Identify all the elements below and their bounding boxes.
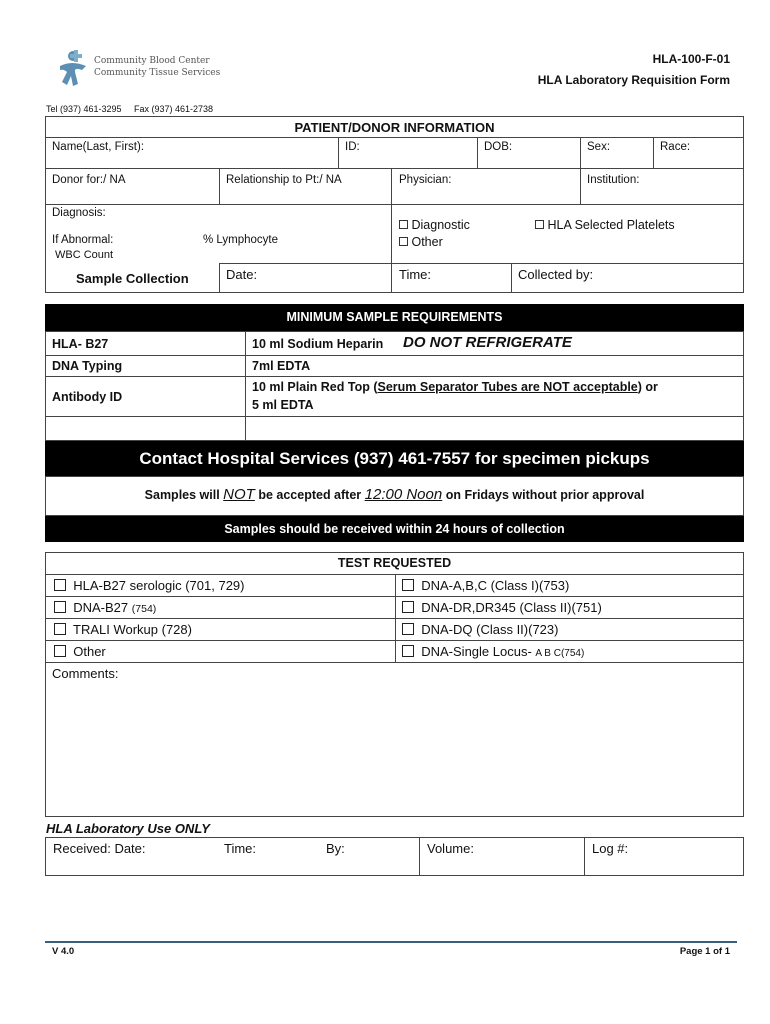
physician-field[interactable]: Physician: bbox=[399, 174, 452, 186]
test-dna-dr[interactable]: DNA-DR,DR345 (Class II)(751) bbox=[402, 600, 602, 615]
test-dna-b27[interactable]: DNA-B27 (754) bbox=[54, 600, 156, 615]
acceptance-text: Samples will NOT be accepted after 12:00 Noon on Fridays without prior approval bbox=[144, 486, 645, 503]
contact-text: Contact Hospital Services (937) 461-7557 for specimen pickups bbox=[139, 449, 650, 468]
hla-platelets-option[interactable]: HLA Selected Platelets bbox=[535, 218, 675, 232]
hla-b27-serologic-checkbox[interactable] bbox=[54, 579, 66, 591]
lab-received-field[interactable]: Received: Date: bbox=[53, 841, 146, 856]
dna-abc-checkbox[interactable] bbox=[402, 579, 414, 591]
sample-collection-label: Sample Collection bbox=[76, 271, 189, 286]
test-other[interactable]: Other bbox=[54, 644, 106, 659]
lymphocyte-field[interactable]: % Lymphocyte bbox=[203, 234, 278, 246]
other-test-checkbox[interactable] bbox=[54, 645, 66, 657]
collection-date-field[interactable]: Date: bbox=[226, 267, 258, 282]
test-requested-title: TEST REQUESTED bbox=[337, 556, 452, 570]
lab-use-title: HLA Laboratory Use ONLY bbox=[46, 821, 210, 836]
page-number: Page 1 of 1 bbox=[679, 946, 730, 957]
lab-volume-field[interactable]: Volume: bbox=[427, 841, 474, 856]
form-title: HLA Laboratory Requisition Form bbox=[537, 73, 730, 87]
org-name-line1: Community Blood Center bbox=[94, 56, 210, 66]
receipt-banner bbox=[45, 516, 744, 542]
receipt-text: Samples should be received within 24 hours of collection bbox=[224, 522, 565, 536]
name-field[interactable]: Name(Last, First): bbox=[52, 141, 145, 153]
version-label: V 4.0 bbox=[52, 946, 75, 957]
dna-b27-checkbox[interactable] bbox=[54, 601, 66, 613]
sex-field[interactable]: Sex: bbox=[587, 141, 611, 153]
test-hla-b27-serologic[interactable]: HLA-B27 serologic (701, 729) bbox=[54, 578, 245, 593]
other-checkbox[interactable] bbox=[399, 237, 408, 246]
comments-field[interactable]: Comments: bbox=[52, 666, 119, 681]
race-field[interactable]: Race: bbox=[660, 141, 691, 153]
id-field[interactable]: ID: bbox=[345, 141, 360, 153]
collection-time-field[interactable]: Time: bbox=[399, 267, 432, 282]
relationship-field[interactable]: Relationship to Pt:/ NA bbox=[226, 174, 342, 186]
diagnostic-option[interactable]: Diagnostic bbox=[399, 218, 470, 232]
lab-by-field[interactable]: By: bbox=[326, 841, 345, 856]
wbc-count-label: WBC Count bbox=[55, 249, 114, 261]
org-name-line2: Community Tissue Services bbox=[94, 68, 221, 78]
requirements-header bbox=[45, 304, 744, 331]
tel-number: Tel (937) 461-3295 bbox=[46, 104, 122, 114]
organization-logo bbox=[52, 48, 92, 88]
dna-single-locus-checkbox[interactable] bbox=[402, 645, 414, 657]
lab-time-field[interactable]: Time: bbox=[224, 841, 257, 856]
lab-use-section bbox=[45, 837, 744, 876]
footer-divider bbox=[45, 941, 737, 943]
test-dna-abc[interactable]: DNA-A,B,C (Class I)(753) bbox=[402, 578, 569, 593]
req-test-antibody-id: Antibody ID bbox=[52, 390, 123, 404]
contact-banner bbox=[45, 441, 744, 476]
patient-section-title: PATIENT/DONOR INFORMATION bbox=[294, 120, 495, 135]
trali-workup-checkbox[interactable] bbox=[54, 623, 66, 635]
test-dna-single-locus[interactable]: DNA-Single Locus- A B C(754) bbox=[402, 644, 584, 659]
collected-by-field[interactable]: Collected by: bbox=[518, 267, 594, 282]
diagnostic-checkbox[interactable] bbox=[399, 220, 408, 229]
test-dna-dq[interactable]: DNA-DQ (Class II)(723) bbox=[402, 622, 558, 637]
hla-platelets-checkbox[interactable] bbox=[535, 220, 544, 229]
diagnosis-field[interactable]: Diagnosis: bbox=[52, 207, 106, 219]
donor-for-field[interactable]: Donor for:/ NA bbox=[52, 174, 126, 186]
dna-dq-checkbox[interactable] bbox=[402, 623, 414, 635]
req-red-top: 10 ml Plain Red Top (Serum Separator Tubes are NOT acceptable) or bbox=[252, 380, 658, 394]
dob-field[interactable]: DOB: bbox=[484, 141, 513, 153]
req-test-dna-typing: DNA Typing bbox=[52, 359, 123, 373]
do-not-refrigerate-note: DO NOT REFRIGERATE bbox=[403, 334, 572, 351]
req-5ml-edta: 5 ml EDTA bbox=[252, 398, 314, 412]
req-test-hla-b27: HLA- B27 bbox=[52, 337, 109, 351]
req-edta: 7ml EDTA bbox=[252, 359, 311, 373]
institution-field[interactable]: Institution: bbox=[587, 174, 640, 186]
req-sodium-heparin: 10 ml Sodium Heparin bbox=[252, 337, 384, 351]
test-trali-workup[interactable]: TRALI Workup (728) bbox=[54, 622, 192, 637]
dna-dr-checkbox[interactable] bbox=[402, 601, 414, 613]
if-abnormal-field[interactable]: If Abnormal: bbox=[52, 234, 114, 246]
form-code: HLA-100-F-01 bbox=[652, 52, 730, 66]
other-option[interactable]: Other bbox=[399, 235, 443, 249]
fax-number: Fax (937) 461-2738 bbox=[134, 104, 214, 114]
lab-log-field[interactable]: Log #: bbox=[592, 841, 629, 856]
requirements-title: MINIMUM SAMPLE REQUIREMENTS bbox=[286, 310, 503, 324]
